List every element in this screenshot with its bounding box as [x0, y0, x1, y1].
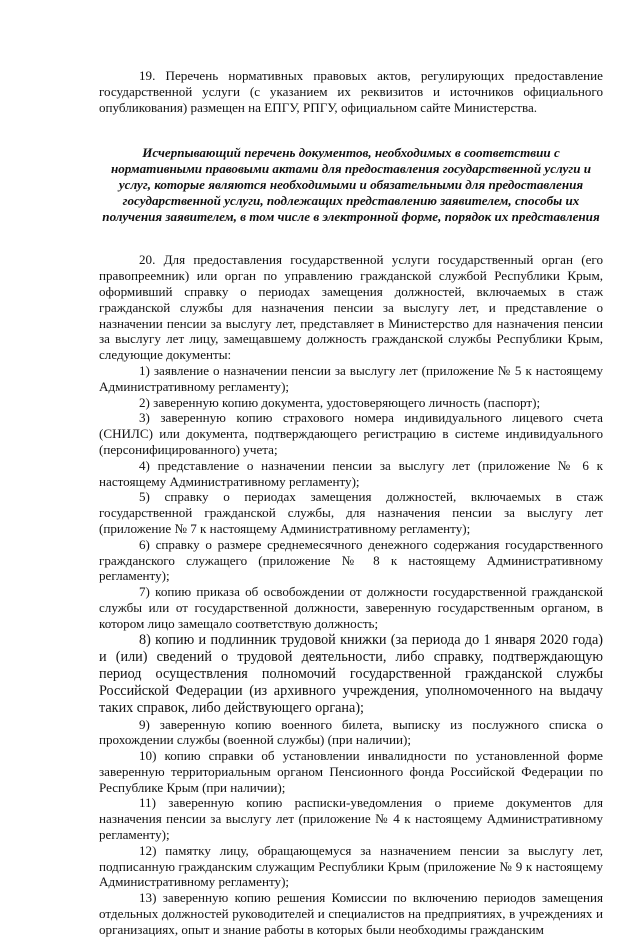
- list-item-6: 6) справку о размере среднемесячного денежного содержания государственного гражданского служащего (приложение № 8 к настоящему Административному регламенту);: [99, 536, 603, 584]
- list-item-3: 3) заверенную копию страхового номера индивидуального лицевого счета (СНИЛС) или документа, подтверждающего регистрацию в системе индивидуального (персонифицированного) учета;: [99, 410, 603, 457]
- list-item-7: 7) копию приказа об освобождении от должности государственной гражданской службы или от государственной должности, заверенную государственным органом, в котором лицо замещало соответствую должность;: [99, 584, 603, 631]
- list-item-10: 10) копию справки об установлении инвалидности по установленной форме заверенную территориальным органом Пенсионного фонда Российской Федерации по Республике Крым (при наличии);: [99, 748, 603, 795]
- list-item-5: 5) справку о периодах замещения должностей, включаемых в стаж государственной гражданской службы, для назначения пенсии за выслугу лет (приложение № 7 к настоящему Административному регламенту);: [99, 489, 603, 536]
- paragraph-19: 19. Перечень нормативных правовых актов, регулирующих предоставление государственной услуги (с указанием их реквизитов и источников официального опубликования) размещен на ЕПГУ, РПГУ, официальном сайте Министерства.: [99, 68, 603, 115]
- section-heading: Исчерпывающий перечень документов, необходимых в соответствии с нормативными правовыми актами для предоставления государственной услуги и услуг, которые являются необходимыми и обязательными для предоставления государственной услуги, подлежащих представлению заявителем, способы их получения заявителем, в том числе в электронной форме, порядок их представления: [102, 145, 600, 224]
- list-item-12: 12) памятку лицу, обращающемуся за назначением пенсии за выслугу лет, подписанную гражданским служащим Республики Крым (приложение № 9 к настоящему Административному регламенту);: [99, 842, 603, 890]
- list-item-2: 2) заверенную копию документа, удостоверяющего личность (паспорт);: [139, 394, 541, 410]
- list-item-13: 13) заверенную копию решения Комиссии по включению периодов замещения отдельных должностей руководителей и специалистов на предприятиях, в учреждениях и организациях, опыт и знание работы в которых были необходимы гражданским: [99, 890, 603, 937]
- list-item-1: 1) заявление о назначении пенсии за выслугу лет (приложение № 5 к настоящему Административному регламенту);: [99, 362, 603, 394]
- list-item-4: 4) представление о назначении пенсии за выслугу лет (приложение № 6 к настоящему Административному регламенту);: [99, 457, 603, 489]
- paragraph-20: 20. Для предоставления государственной услуги государственный орган (его правопреемник) или орган по управлению гражданской службой Республики Крым, оформивший справку о периодах замещения должностей, включаемых в стаж гражданской службы для назначения пенсии за выслугу лет, и представление о назначении пенсии за выслугу лет, представляет в Министерство для назначения пенсии за выслугу лет лицу, замещавшему должность гражданской службы Республики Крым, следующие документы:: [99, 252, 603, 363]
- list-item-11: 11) заверенную копию расписки-уведомления о приеме документов для назначения пенсии за выслугу лет (приложение № 4 к настоящему Административному регламенту);: [99, 795, 603, 843]
- list-item-9: 9) заверенную копию военного билета, выписку из послужного списка о прохождении службы (военной службы) (при наличии);: [99, 716, 603, 748]
- list-item-8: 8) копию и подлинник трудовой книжки (за периода до 1 января 2020 года) и (или) сведений о трудовой деятельности, либо справку, подтверждающую период осуществления полномочий государственной гражданской службы Российской Федерации (из архивного учреждения, уполномоченного на выдачу таких справок, либо действующего органа);: [99, 631, 603, 716]
